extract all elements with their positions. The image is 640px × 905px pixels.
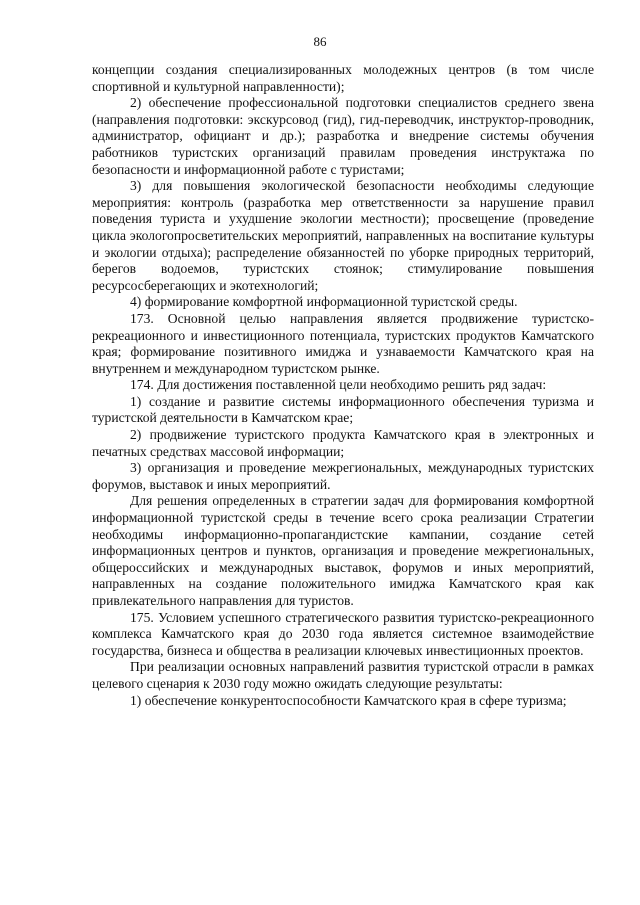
paragraph-strategy-tasks: Для решения определенных в стратегии задач для формирования комфортной информационной туристской среды в течение всего срока реализации Стратегии необходимы информационно-пропагандистские кампании, создание сетей информационных центров и пунктов, организация и проведение межрегиональных, общероссийских и международных выставок, форумов и иных мероприятий, направленных на создание положительного имиджа Камчатского края как привлекательного направления для туристов. [92,493,594,608]
paragraph-173: 173. Основной целью направления является продвижение туристско-рекреационного и инвестиционного потенциала, туристских продуктов Камчатского края; формирование позитивного имиджа и узнаваемости Камчатского края на внутреннем и международном туристском рынке. [92,310,594,376]
paragraph-174-task-2: 2) продвижение туристского продукта Камчатского края в электронных и печатных средствах массовой информации; [92,427,594,459]
paragraph-174: 174. Для достижения поставленной цели необходимо решить ряд задач: [130,377,547,393]
paragraph-continuation: концепции создания специализированных молодежных центров (в том числе спортивной и культурной направленности); [92,62,594,94]
paragraph-item-2-training: 2) обеспечение профессиональной подготовки специалистов среднего звена (направления подготовки: экскурсовод (гид), гид-переводчик, инструктор-проводник, администратор, официант и др.); разработка и внедрение системы обучения работников туристских организаций правилам проведения инструктажа по безопасности и информационной работе с туристами; [92,95,594,177]
paragraph-result-1: 1) обеспечение конкурентоспособности Камчатского края в сфере туризма; [130,692,567,708]
paragraph-175: 175. Условием успешного стратегического развития туристско-рекреационного комплекса Камчатского края до 2030 года является системное взаимодействие государства, бизнеса и общества в реализации ключевых инвестиционных проектов. [92,609,594,658]
paragraph-expected-results: При реализации основных направлений развития туристской отрасли в рамках целевого сценария к 2030 году можно ожидать следующие результаты: [92,659,594,691]
body-text [92,62,594,709]
paragraph-item-4-information-environment: 4) формирование комфортной информационной туристской среды. [130,294,518,310]
page-number: 86 [313,34,327,49]
paragraph-174-task-3: 3) организация и проведение межрегиональных, международных туристских форумов, выставок и иных мероприятий. [92,460,594,492]
paragraph-item-3-ecology: 3) для повышения экологической безопасности необходимы следующие мероприятия: контроль (разработка мер ответственности за нарушение правил поведения туриста и ухудшение экологии местности); просвещение (проведение цикла экологопросветительских мероприятий, направленных на воспитание культуры и экологии отдыха); распределение обязанностей по уборке природных территорий, берегов водоемов, туристских стоянок; стимулирование повышения ресурсосберегающих и экотехнологий; [92,178,594,293]
paragraph-174-task-1: 1) создание и развитие системы информационного обеспечения туризма и туристской деятельности в Камчатском крае; [92,393,594,426]
